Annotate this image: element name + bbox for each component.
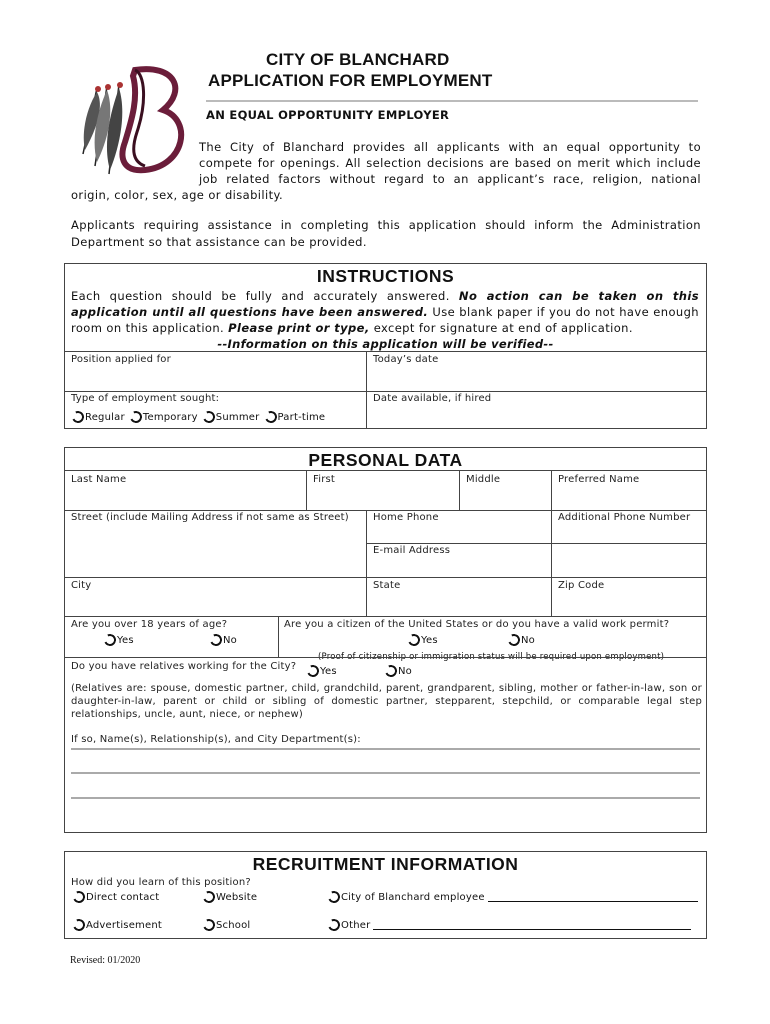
- relatives-line[interactable]: [71, 772, 700, 774]
- direct-contact-radio[interactable]: Direct contact: [73, 891, 159, 903]
- preferred-name-field[interactable]: Preferred Name: [558, 474, 640, 485]
- personal-data-title: PERSONAL DATA: [308, 450, 463, 470]
- radio-circle-icon: [128, 409, 143, 424]
- radio-circle-icon: [71, 889, 86, 904]
- divider: [366, 510, 367, 617]
- relatives-details-label: If so, Name(s), Relationship(s), and City Department(s):: [71, 734, 361, 745]
- last-name-field[interactable]: Last Name: [71, 474, 127, 485]
- divider: [551, 510, 552, 617]
- relatives-no-radio[interactable]: No: [385, 665, 412, 677]
- intro-paragraph: [71, 139, 701, 203]
- assistance-paragraph: Applicants requiring assistance in completing this application should inform the Administration Department so that assistance can be provided.: [71, 218, 701, 249]
- radio-circle-icon: [102, 632, 117, 647]
- street-field[interactable]: Street (include Mailing Address if not same as Street): [71, 512, 349, 523]
- regular-radio[interactable]: Regular: [72, 411, 125, 423]
- divider: [366, 351, 367, 429]
- radio-circle-icon: [201, 889, 216, 904]
- summer-radio[interactable]: Summer: [203, 411, 260, 423]
- city-employee-input[interactable]: [488, 893, 698, 902]
- additional-phone-field[interactable]: Additional Phone Number: [558, 512, 691, 523]
- age-no-radio[interactable]: No: [210, 634, 237, 646]
- divider: [64, 616, 707, 617]
- radio-circle-icon: [326, 917, 341, 932]
- age-question: Are you over 18 years of age?: [71, 619, 228, 630]
- verified-note: --Information on this application will be verified--: [217, 337, 554, 351]
- divider: [366, 543, 707, 544]
- intro-line-1: The City of Blanchard provides all applicants with an equal opportunity to: [199, 140, 701, 154]
- divider: [64, 510, 707, 511]
- radio-circle-icon: [383, 663, 398, 678]
- todays-date-field[interactable]: Today’s date: [373, 354, 439, 365]
- zip-code-field[interactable]: Zip Code: [558, 580, 605, 591]
- age-yes-radio[interactable]: Yes: [104, 634, 134, 646]
- city-employee-radio[interactable]: City of Blanchard employee: [328, 891, 698, 903]
- divider: [459, 470, 460, 510]
- employment-type-options: [72, 408, 325, 427]
- revised-date: Revised: 01/2020: [70, 955, 141, 966]
- instructions-text-a: Each question should be fully and accurately answered.: [71, 289, 459, 303]
- email-field[interactable]: E-mail Address: [373, 545, 451, 556]
- intro-line-4: origin, color, sex, age or disability.: [71, 188, 284, 202]
- other-radio[interactable]: Other: [328, 919, 691, 931]
- citizen-yes-radio[interactable]: Yes: [408, 634, 438, 646]
- divider: [306, 470, 307, 510]
- divider: [64, 470, 707, 471]
- radio-circle-icon: [71, 917, 86, 932]
- employment-type-label: Type of employment sought:: [71, 393, 220, 404]
- state-field[interactable]: State: [373, 580, 401, 591]
- instructions-text-d: Please print or type,: [228, 321, 370, 335]
- radio-circle-icon: [70, 409, 85, 424]
- relatives-yes-radio[interactable]: Yes: [307, 665, 337, 677]
- temporary-radio[interactable]: Temporary: [130, 411, 198, 423]
- other-input[interactable]: [373, 921, 691, 930]
- divider: [64, 391, 707, 392]
- radio-circle-icon: [326, 889, 341, 904]
- divider: [278, 616, 279, 657]
- instructions-text-c: Use blank paper if you do not have enough room on this application.: [71, 305, 699, 335]
- instructions-text: [71, 288, 699, 336]
- recruitment-question: How did you learn of this position?: [71, 877, 251, 888]
- divider: [64, 351, 707, 352]
- title-line2: APPLICATION FOR EMPLOYMENT: [208, 71, 493, 90]
- school-radio[interactable]: School: [203, 919, 250, 931]
- date-available-field[interactable]: Date available, if hired: [373, 393, 492, 404]
- first-name-field[interactable]: First: [313, 474, 336, 485]
- radio-circle-icon: [201, 409, 216, 424]
- personal-data-section: [64, 447, 707, 833]
- divider: [551, 470, 552, 510]
- relatives-line[interactable]: [71, 797, 700, 799]
- city-field[interactable]: City: [71, 580, 92, 591]
- citizen-question: Are you a citizen of the United States or do you have a valid work permit?: [284, 619, 670, 630]
- title-divider: [206, 100, 698, 102]
- radio-circle-icon: [201, 917, 216, 932]
- radio-circle-icon: [406, 632, 421, 647]
- relatives-definition: (Relatives are: spouse, domestic partner, child, grandchild, parent, grandparent, sibling, mother or father-in-law, son or daughter-in-law, parent or child or sibling of domestic partner, stepparent, stepchild, or comparable legal step relationships, uncle, aunt, niece, or nephew): [71, 683, 702, 720]
- radio-circle-icon: [506, 632, 521, 647]
- relatives-line[interactable]: [71, 748, 700, 750]
- instructions-text-b: No action can be taken on this application until all questions have been answered.: [71, 289, 699, 319]
- middle-name-field[interactable]: Middle: [466, 474, 501, 485]
- intro-line-3: job related factors without regard to an applicant’s race, religion, national: [199, 172, 701, 186]
- radio-circle-icon: [208, 632, 223, 647]
- divider: [64, 657, 707, 658]
- position-applied-field[interactable]: Position applied for: [71, 354, 171, 365]
- svg-text:B: B: [75, 62, 76, 63]
- advertisement-radio[interactable]: Advertisement: [73, 919, 162, 931]
- part-time-radio[interactable]: Part-time: [265, 411, 326, 423]
- intro-line-2: compete for openings. All selection decisions are based on merit which include: [199, 156, 701, 170]
- radio-circle-icon: [263, 409, 278, 424]
- radio-circle-icon: [305, 663, 320, 678]
- citizen-no-radio[interactable]: No: [508, 634, 535, 646]
- eeo-subtitle: AN EQUAL OPPORTUNITY EMPLOYER: [206, 108, 450, 122]
- instructions-title: INSTRUCTIONS: [316, 266, 455, 286]
- website-radio[interactable]: Website: [203, 891, 257, 903]
- instructions-text-e: except for signature at end of application.: [369, 321, 633, 335]
- divider: [64, 577, 707, 578]
- recruitment-title: RECRUITMENT INFORMATION: [252, 854, 519, 874]
- home-phone-field[interactable]: Home Phone: [373, 512, 439, 523]
- proof-note: (Proof of citizenship or immigration status will be required upon employment): [318, 652, 665, 662]
- title-line1: CITY OF BLANCHARD: [266, 50, 450, 69]
- relatives-question: Do you have relatives working for the City?: [71, 661, 297, 672]
